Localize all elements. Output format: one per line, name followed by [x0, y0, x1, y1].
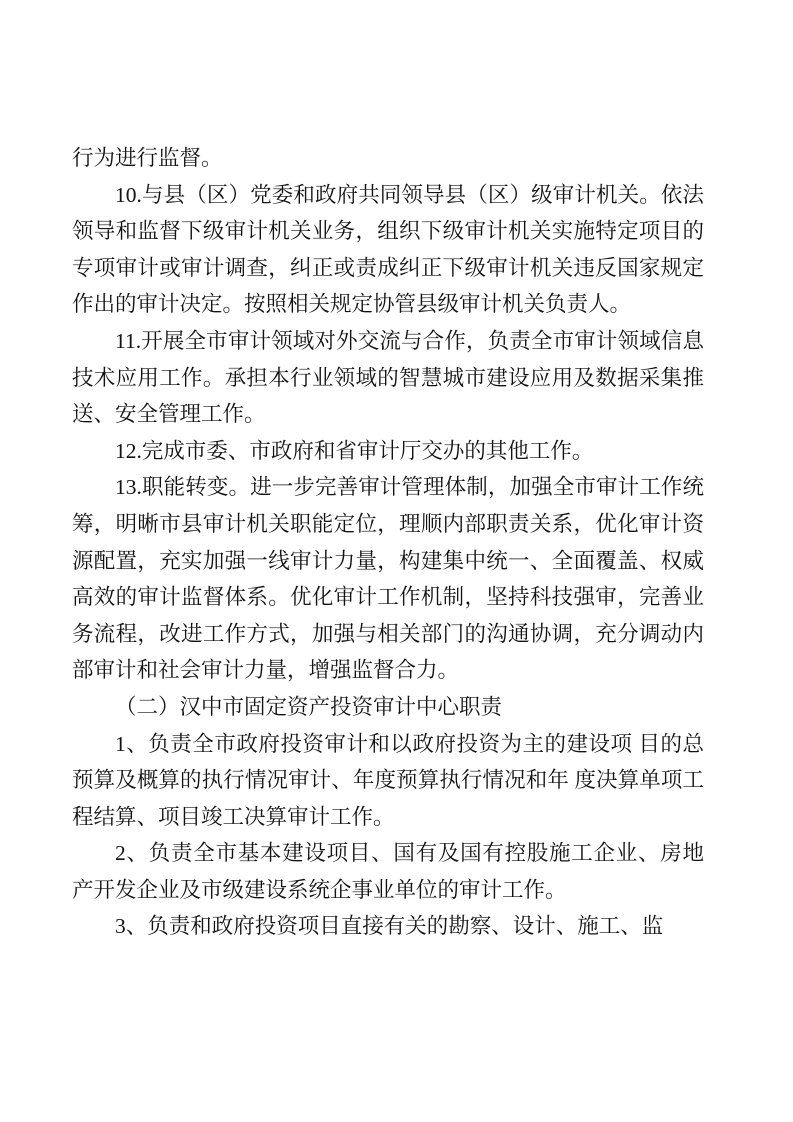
paragraph-item-11: 11.开展全市审计领域对外交流与合作，负责全市审计领域信息技术应用工作。承担本行业领域的智慧城市建设应用及数据采集推送、安全管理工作。 [72, 328, 704, 427]
paragraph-item-2: 2、负责全市基本建设项目、国有及国有控股施工企业、房地产开发企业及市级建设系统企事业单位的审计工作。 [72, 841, 704, 902]
paragraph-item-10: 10.与县（区）党委和政府共同领导县（区）级审计机关。依法领导和监督下级审计机关业务，组织下级审计机关实施特定项目的专项审计或审计调查，纠正或责成纠正下级审计机关违反国家规定作出的审计决定。按照相关规定协管县级审计机关负责人。 [72, 182, 704, 317]
paragraph-item-13: 13.职能转变。进一步完善审计管理体制，加强全市审计工作统筹，明晰市县审计机关职能定位，理顺内部职责关系，优化审计资源配置，充实加强一线审计力量，构建集中统一、全面覆盖、权威高效的审计监督体系。优化审计工作机制，坚持科技强审，完善业务流程，改进工作方式，加强与相关部门的沟通协调，充分调动内部审计和社会审计力量，增强监督合力。 [72, 475, 704, 683]
paragraph-item-1: 1、负责全市政府投资审计和以政府投资为主的建设项 目的总预算及概算的执行情况审计、年度预算执行情况和年 度决算单项工程结算、项目竣工决算审计工作。 [72, 731, 704, 829]
document-body [72, 140, 704, 945]
section-heading-2: （二）汉中市固定资产投资审计中心职责 [115, 694, 503, 719]
paragraph-continuation: 行为进行监督。 [72, 146, 223, 170]
paragraph-item-3: 3、负责和政府投资项目直接有关的勘察、设计、施工、监 [115, 914, 664, 939]
paragraph-item-12: 12.完成市委、市政府和省审计厅交办的其他工作。 [115, 438, 594, 463]
